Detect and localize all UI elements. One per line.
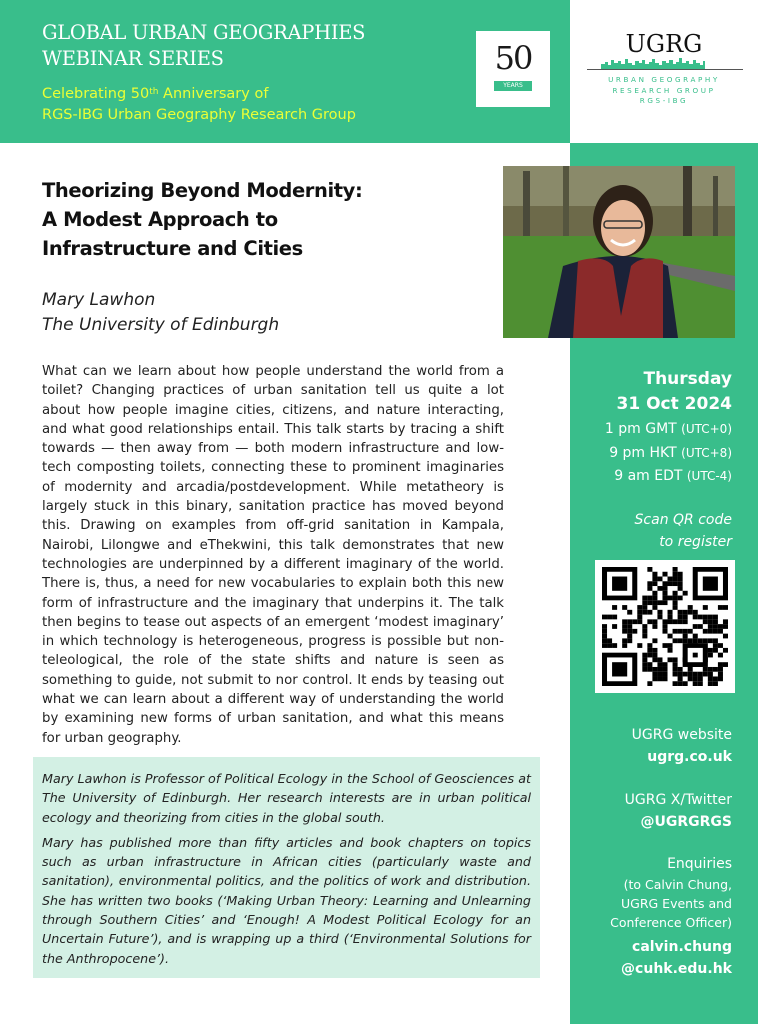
time-local: 9 pm HKT <box>609 444 677 461</box>
fifty-logo-ribbon: YEARS <box>494 81 532 91</box>
series-title-line2: WEBINAR SERIES <box>42 47 224 70</box>
speaker-name: Mary Lawhon <box>42 290 156 310</box>
twitter-handle-link[interactable]: @UGRGRGS <box>640 814 732 830</box>
website-label: UGRG website <box>631 727 732 743</box>
registration-qr-code[interactable] <box>595 560 735 693</box>
tagline-prefix: Celebrating 50 <box>42 86 150 102</box>
ugrg-sub-line2: RESEARCH GROUP <box>612 85 716 95</box>
ugrg-logo-divider <box>587 69 743 70</box>
event-times <box>605 418 732 489</box>
tagline-suffix: Anniversary of <box>158 86 269 102</box>
tagline-line2: RGS-IBG Urban Geography Research Group <box>42 107 356 123</box>
fifty-logo-number: 50 <box>494 39 532 77</box>
series-title-line1: GLOBAL URBAN GEOGRAPHIES <box>42 21 366 44</box>
header-banner <box>0 0 570 143</box>
event-day: Thursday <box>643 369 732 389</box>
talk-title-line3: Infrastructure and Cities <box>42 237 303 260</box>
time-row <box>605 442 732 466</box>
enquiries-note: UGRG Events and <box>621 896 732 911</box>
anniversary-tagline <box>42 84 356 126</box>
ugrg-sub-line1: URBAN GEOGRAPHY <box>608 75 720 84</box>
speaker-info <box>42 288 279 338</box>
time-local: 9 am EDT <box>614 468 683 484</box>
event-date-value: 31 Oct 2024 <box>616 394 732 414</box>
time-row <box>605 465 732 489</box>
fifty-years-logo <box>476 31 550 107</box>
ugrg-logo-subtitle <box>570 75 758 107</box>
twitter-info <box>625 789 732 833</box>
speaker-photo-image <box>503 166 735 338</box>
talk-title-line1: Theorizing Beyond Modernity: <box>42 179 363 202</box>
speaker-affiliation: The University of Edinburgh <box>42 315 280 335</box>
website-info <box>632 724 732 768</box>
time-utc-offset: (UTC+0) <box>681 422 732 436</box>
bio-paragraph-1: Mary Lawhon is Professor of Political Ecology in the School of Geosciences at The University of Edinburgh. Her research interests are in urban political ecology and theorizing from cities in the global south. <box>42 771 531 825</box>
series-title <box>42 20 365 72</box>
event-date <box>617 367 732 417</box>
talk-abstract: What can we learn about how people understand the world from a toilet? Changing practices of urban sanitation tell us quite a lot about how people imagine cities, citizens, and nature interacting, and what good relationships entail. This talk starts by tracing a shift towards — then away from — both modern infrastructure and low-tech composting toilets, connecting these to prominent imaginaries of modernity and arcadia/postdevelopment. While metatheory is largely stuck in this binary, sanitation practice has moved beyond this. Drawing on examples from off-grid sanitation in Kampala, Nairobi, Lilongwe and eThekwini, this talk demonstrates that new technologies are underpinned by a different imaginary of the world. There is, thus, a need for new vocabularies to explain both this new form of infrastructure and the imaginary that underpins it. The talk then begins to tease out aspects of an emergent ‘modest imaginary’ in which technology is heterogeneous, progress is possible but non-teleological, the role of the state shifts and nature is seen as something to guide, not submit to nor control. It ends by teasing out what we can learn about a different way of understanding the world by examining new forms of urban sanitation, and what this means for urban geography. <box>42 364 504 746</box>
scan-line1: Scan QR code <box>634 512 732 528</box>
ugrg-sub-line3: RGS-IBG <box>639 96 689 105</box>
time-local: 1 pm GMT <box>604 421 677 437</box>
enquiries-note: Conference Officer) <box>610 915 732 930</box>
enquiries-note: (to Calvin Chung, <box>623 877 732 892</box>
email-link-line1[interactable]: calvin.chung <box>632 939 732 955</box>
speaker-photo <box>503 166 735 338</box>
email-link-line2[interactable]: @cuhk.edu.hk <box>621 961 732 977</box>
bio-paragraph-2: Mary has published more than fifty articles and book chapters on topics such as urban infrastructure in African cities (particularly waste and sanitation), environmental politics, and the politics of work and distribution. She has written two books (‘Making Urban Theory: Learning and Unlearning through Southern Cities’ and ‘Enough! A Modest Political Ecology for an Uncertain Future’), and is wrapping up a third (‘Environmental Solutions for the Anthropocene’). <box>42 834 531 966</box>
enquiries-info <box>610 853 732 980</box>
time-utc-offset: (UTC-4) <box>686 469 732 483</box>
website-link[interactable]: ugrg.co.uk <box>647 749 732 765</box>
qr-code-icon <box>602 567 728 686</box>
speaker-bio <box>33 757 540 978</box>
time-utc-offset: (UTC+8) <box>681 445 732 460</box>
skyline-icon <box>601 58 727 69</box>
talk-title <box>42 176 497 263</box>
ugrg-logo-word: UGRG <box>625 30 703 58</box>
tagline-superscript: th <box>149 87 159 97</box>
twitter-label: UGRG X/Twitter <box>624 792 732 808</box>
time-row <box>605 418 732 442</box>
scan-line2: to register <box>659 534 732 550</box>
talk-title-line2: A Modest Approach to <box>42 208 278 231</box>
enquiries-label: Enquiries <box>667 856 732 872</box>
ugrg-logo <box>570 0 758 143</box>
scan-instruction <box>635 509 732 553</box>
